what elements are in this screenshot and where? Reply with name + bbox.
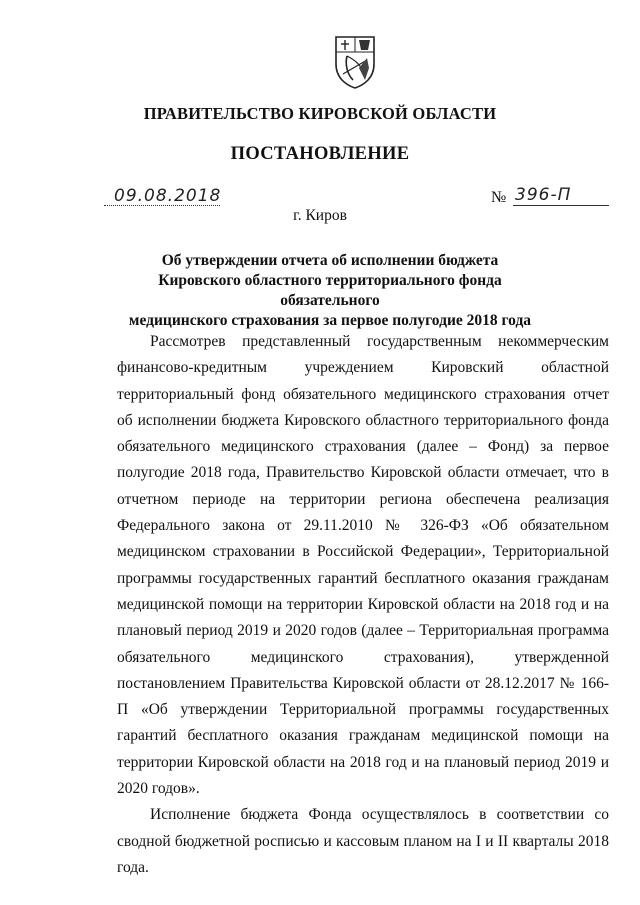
subject-line: медицинского страхования за первое полугодие 2018 года bbox=[128, 312, 532, 329]
body-paragraph: Исполнение бюджета Фонда осуществлялось в соответствии со сводной бюджетной росписью и кассовым планом на I и II кварталы 2018 года. bbox=[117, 806, 609, 876]
number-sign: № bbox=[491, 189, 507, 206]
number-underline bbox=[513, 205, 609, 206]
document-subject bbox=[120, 251, 540, 331]
date-underline bbox=[104, 205, 220, 206]
document-body bbox=[117, 329, 609, 881]
coat-of-arms-emblem bbox=[333, 34, 377, 90]
city-name: г. Киров bbox=[293, 207, 347, 224]
document-number bbox=[513, 187, 609, 209]
document-type-title: ПОСТАНОВЛЕНИЕ bbox=[230, 144, 410, 164]
number-value: 396-П bbox=[515, 185, 572, 205]
body-paragraph: Рассмотрев представленный государственным некоммерческим финансово-кредитным учреждением Кировский областной территориальный фонд обязательного медицинского страхования отчет об исполнении бюджета Кировского областного территориального фонда обязательного медицинского страхования (далее – Фонд) за первое полугодие 2018 года, Правительство Кировской области отмечает, что в отчетном периоде на территории региона обеспечена реализация Федерального закона от 29.11.2010 № 326-ФЗ «Об обязательном медицинском страховании в Российской Федерации», Территориальной программы государственных гарантий бесплатного оказания гражданам медицинской помощи на территории Кировской области на 2018 год и на плановый период 2019 и 2020 годов (далее – Территориальная программа обязательного медицинского страхования), утвержденной постановлением Правительства Кировской области от 28.12.2017 № 166-П «Об утверждении Территориальной программы государственных гарантий бесплатного оказания гражданам медицинской помощи на территории Кировской области на 2018 год и на плановый период 2019 и 2020 годов». bbox=[117, 333, 609, 798]
date-value: 09.08.2018 bbox=[114, 186, 222, 206]
government-title: ПРАВИТЕЛЬСТВО КИРОВСКОЙ ОБЛАСТИ bbox=[143, 104, 497, 123]
subject-line: Об утверждении отчета об исполнении бюджета bbox=[161, 252, 499, 269]
subject-line: Кировского областного территориального фонда обязательного bbox=[158, 272, 502, 309]
